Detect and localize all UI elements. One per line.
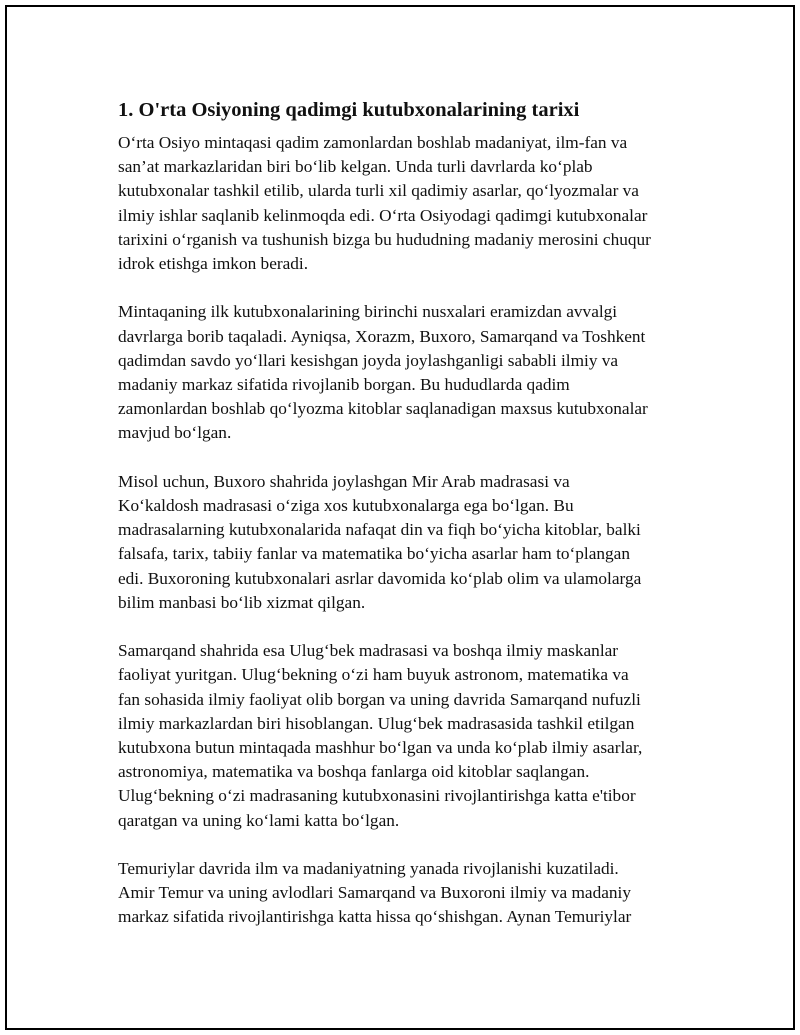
- paragraph: [118, 131, 698, 276]
- paragraph-line: Samarqand shahrida esa Ulug‘bek madrasasi va boshqa ilmiy maskanlar: [118, 641, 619, 661]
- paragraph-line: qadimdan savdo yo‘llari kesishgan joyda joylashganligi sababli ilmiy va: [118, 350, 619, 370]
- paragraph-line: madrasalarning kutubxonalarida nafaqat din va fiqh bo‘yicha kitoblar, balki: [118, 520, 641, 540]
- paragraph-line: Temuriylar davrida ilm va madaniyatning yanada rivojlanishi kuzatiladi.: [118, 859, 619, 879]
- paragraph-line: fan sohasida ilmiy faoliyat olib borgan va uning davrida Samarqand nufuzli: [118, 689, 641, 709]
- paragraph-line: san’at markazlaridan biri bo‘lib kelgan. Unda turli davrlarda ko‘plab: [118, 157, 593, 177]
- paragraph-line: ilmiy ishlar saqlanib kelinmoqda edi. O‘rta Osiyodagi qadimgi kutubxonalar: [118, 205, 648, 225]
- paragraph-line: davrlarga borib taqaladi. Ayniqsa, Xorazm, Buxoro, Samarqand va Toshkent: [118, 326, 646, 346]
- paragraph: [118, 639, 698, 833]
- paragraph-line: tarixini o‘rganish va tushunish bizga bu hududning madaniy merosini chuqur: [118, 229, 651, 249]
- paragraph: [118, 470, 698, 615]
- paragraph: [118, 857, 698, 930]
- paragraph-line: ilmiy markazlardan biri hisoblangan. Ulug‘bek madrasasida tashkil etilgan: [118, 713, 635, 733]
- paragraph-list: [118, 131, 698, 930]
- paragraph-line: Misol uchun, Buxoro shahrida joylashgan Mir Arab madrasasi va: [118, 471, 570, 491]
- paragraph-line: Mintaqaning ilk kutubxonalarining birinchi nusxalari eramizdan avvalgi: [118, 302, 618, 322]
- paragraph-line: faoliyat yuritgan. Ulug‘bekning o‘zi ham buyuk astronom, matematika va: [118, 665, 629, 685]
- paragraph-line: Ko‘kaldosh madrasasi o‘ziga xos kutubxonalarga ega bo‘lgan. Bu: [118, 496, 574, 516]
- paragraph-line: Amir Temur va uning avlodlari Samarqand va Buxoroni ilmiy va madaniy: [118, 883, 631, 903]
- paragraph-line: astronomiya, matematika va boshqa fanlarga oid kitoblar saqlangan.: [118, 762, 590, 782]
- page-frame: [5, 5, 795, 1030]
- section-heading: 1. O'rta Osiyoning qadimgi kutubxonalarining tarixi: [118, 99, 580, 121]
- paragraph-line: idrok etishga imkon beradi.: [118, 254, 309, 274]
- paragraph-line: O‘rta Osiyo mintaqasi qadim zamonlardan boshlab madaniyat, ilm-fan va: [118, 133, 628, 152]
- paragraph-line: bilim manbasi bo‘lib xizmat qilgan.: [118, 592, 366, 612]
- paragraph-line: markaz sifatida rivojlantirishga katta hissa qo‘shishgan. Aynan Temuriylar: [118, 907, 632, 927]
- paragraph-line: Ulug‘bekning o‘zi madrasaning kutubxonasini rivojlantirishga katta e'tibor: [118, 786, 636, 806]
- paragraph-line: edi. Buxoroning kutubxonalari asrlar davomida ko‘plab olim va ulamolarga: [118, 568, 642, 588]
- paragraph-line: mavjud bo‘lgan.: [118, 423, 232, 443]
- paragraph-line: falsafa, tarix, tabiiy fanlar va matematika bo‘yicha asarlar ham to‘plangan: [118, 544, 630, 564]
- paragraph: [118, 300, 698, 445]
- paragraph-line: kutubxona butun mintaqada mashhur bo‘lgan va unda ko‘plab ilmiy asarlar,: [118, 738, 643, 758]
- paragraph-line: madaniy markaz sifatida rivojlanib borgan. Bu hududlarda qadim: [118, 375, 570, 395]
- paragraph-line: kutubxonalar tashkil etilib, ularda turli xil qadimiy asarlar, qo‘lyozmalar va: [118, 181, 639, 201]
- paragraph-line: zamonlardan boshlab qo‘lyozma kitoblar saqlanadigan maxsus kutubxonalar: [118, 399, 648, 419]
- document-body: [118, 96, 698, 954]
- paragraph-line: qaratgan va uning ko‘lami katta bo‘lgan.: [118, 810, 400, 830]
